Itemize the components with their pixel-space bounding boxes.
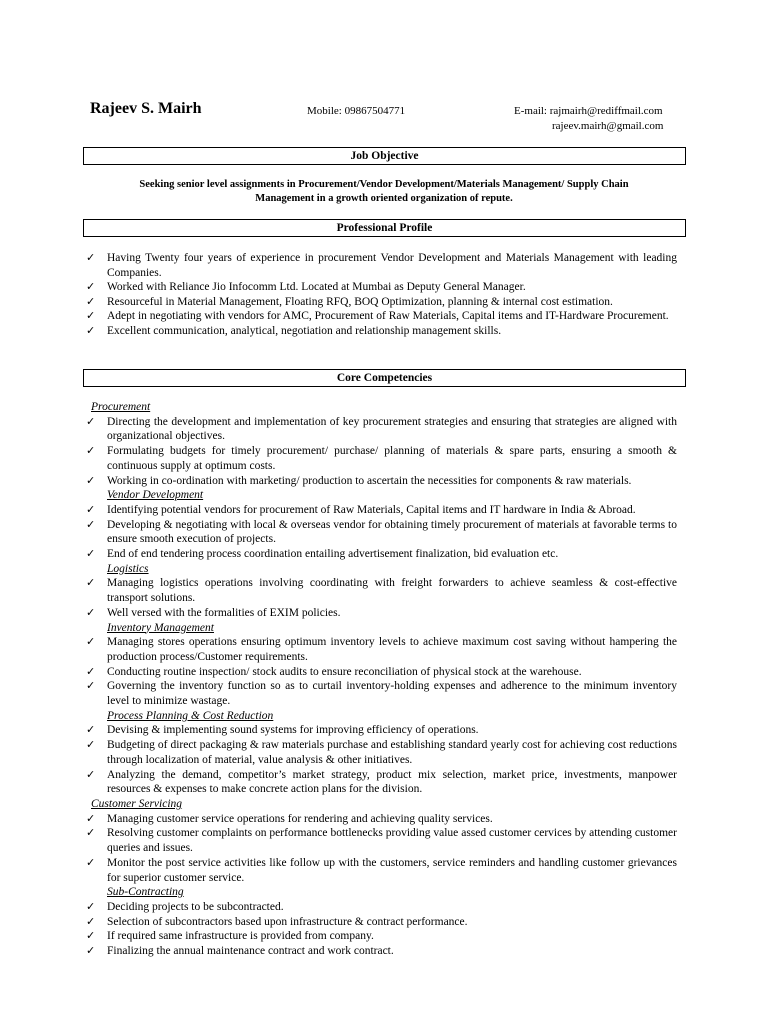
list-item: ✓ Developing & negotiating with local & overseas vendor for obtaining timely procurement of materials at favorable terms to ensure smooth execution of projects. (86, 518, 677, 546)
list-item: ✓ Governing the inventory function so as to curtail inventory-holding expenses and adherence to the minimum inventory level to minimize wastage. (86, 680, 677, 708)
list-item: ✓ Worked with Reliance Jio Infocomm Ltd. Located at Mumbai as Deputy General Manager. (86, 281, 526, 293)
list-item: ✓ Conducting routine inspection/ stock audits to ensure reconciliation of physical stock at the warehouse. (86, 665, 582, 678)
list-item: ✓ Analyzing the demand, competitor’s market strategy, product mix selection, market price, investments, manpower resources & expenses to make concrete action plans for the division. (86, 768, 677, 796)
list-item: ✓ Excellent communication, analytical, negotiation and relationship management skills. (86, 324, 502, 337)
candidate-name: Rajeev S. Mairh (90, 100, 202, 117)
check-icon: ✓ (86, 445, 96, 458)
email-secondary: rajeev.mairh@gmail.com (552, 120, 664, 132)
check-icon: ✓ (86, 739, 96, 752)
check-icon: ✓ (86, 415, 96, 428)
list-item: ✓ Resourceful in Material Management, Floating RFQ, BOQ Optimization, planning & internal cost estimation. (86, 295, 613, 308)
list-item: ✓ Budgeting of direct packaging & raw materials purchase and establishing standard yearly cost for achieving cost reductions through localization of material, value analysis & other initiatives. (86, 739, 677, 766)
list-item: ✓ Selection of subcontractors based upon infrastructure & contract performance. (86, 915, 468, 928)
check-icon: ✓ (86, 680, 96, 693)
check-icon: ✓ (86, 724, 96, 737)
check-icon: ✓ (86, 665, 96, 678)
check-icon: ✓ (86, 915, 96, 928)
check-icon: ✓ (86, 827, 96, 840)
check-icon: ✓ (86, 295, 96, 308)
objective-text: Seeking senior level assignments in Procurement/Vendor Development/Materials Management/ Supply Chain Management in a growth oriented organization of repute. (139, 179, 629, 204)
subheading-procurement: Procurement (91, 401, 151, 413)
section-job-objective: Job Objective (83, 147, 686, 165)
mobile-number: Mobile: 09867504771 (307, 105, 406, 117)
check-icon: ✓ (86, 945, 96, 958)
subheading-inventory-management: Inventory Management (107, 621, 214, 634)
check-icon: ✓ (86, 577, 96, 590)
list-item: ✓ If required same infrastructure is provided from company. (86, 930, 374, 943)
check-icon: ✓ (86, 503, 96, 516)
section-core-competencies: Core Competencies (83, 369, 686, 387)
check-icon: ✓ (86, 812, 96, 825)
subheading-logistics: Logistics (107, 562, 149, 575)
list-item: ✓ Well versed with the formalities of EXIM policies. (86, 606, 341, 619)
subheading-sub-contracting: Sub-Contracting (107, 886, 184, 899)
list-item: ✓ Working in co-ordination with marketing/ production to ascertain the necessities for components & raw materials. (86, 474, 632, 487)
list-item: ✓ Identifying potential vendors for procurement of Raw Materials, Capital items and IT hardware in India & Abroad. (86, 503, 636, 516)
competencies-list (83, 400, 683, 959)
check-icon: ✓ (86, 310, 96, 322)
list-item: ✓ Managing logistics operations involving coordinating with freight forwarders to achieve seamless & cost-effective transport solutions. (86, 577, 677, 605)
check-icon: ✓ (86, 636, 96, 649)
list-item: ✓ Deciding projects to be subcontracted. (86, 900, 284, 913)
list-item: ✓ Formulating budgets for timely procurement/ purchase/ planning of materials & spare parts, ensuring a smooth & continuous supply at optimum costs. (86, 445, 677, 472)
check-icon: ✓ (86, 324, 96, 337)
check-icon: ✓ (86, 900, 96, 913)
list-item: ✓ Monitor the post service activities like follow up with the customers, service reminders and handling customer grievances for superior customer service. (86, 856, 677, 884)
profile-list (83, 251, 677, 338)
subheading-customer-servicing: Customer Servicing (91, 797, 183, 810)
check-icon: ✓ (86, 606, 96, 619)
check-icon: ✓ (86, 474, 96, 487)
subheading-vendor-development: Vendor Development (107, 489, 204, 502)
check-icon: ✓ (86, 768, 96, 781)
list-item: ✓ Directing the development and implementation of key procurement strategies and ensuring that strategies are aligned with organizational objectives. (86, 415, 677, 443)
list-item: ✓ Adept in negotiating with vendors for AMC, Procurement of Raw Materials, Capital items and IT-Hardware Procurement. (86, 310, 669, 322)
list-item: ✓ Resolving customer complaints on performance bottlenecks providing value assed customer cervices by attending customer queries and issues. (86, 827, 677, 855)
section-professional-profile: Professional Profile (83, 219, 686, 237)
list-item: ✓ Devising & implementing sound systems for improving efficiency of operations. (86, 724, 479, 737)
list-item: ✓ Managing customer service operations for rendering and achieving quality services. (86, 812, 493, 825)
check-icon: ✓ (86, 281, 96, 293)
check-icon: ✓ (86, 930, 96, 943)
subheading-process-planning: Process Planning & Cost Reduction (107, 709, 274, 722)
list-item: ✓ Managing stores operations ensuring optimum inventory levels to achieve maximum cost saving without hampering the production process/Customer requirements. (86, 636, 677, 663)
list-item: ✓ End of end tendering process coordination entailing advertisement finalization, bid evaluation etc. (86, 548, 559, 561)
check-icon: ✓ (86, 548, 96, 561)
list-item: ✓ Finalizing the annual maintenance contract and work contract. (86, 945, 394, 958)
check-icon: ✓ (86, 518, 96, 531)
check-icon: ✓ (86, 856, 96, 869)
list-item: ✓ Having Twenty four years of experience in procurement Vendor Development and Materials Management with leading Companies. (86, 252, 677, 279)
check-icon: ✓ (86, 252, 96, 264)
email-primary: E-mail: rajmairh@rediffmail.com (514, 105, 663, 117)
